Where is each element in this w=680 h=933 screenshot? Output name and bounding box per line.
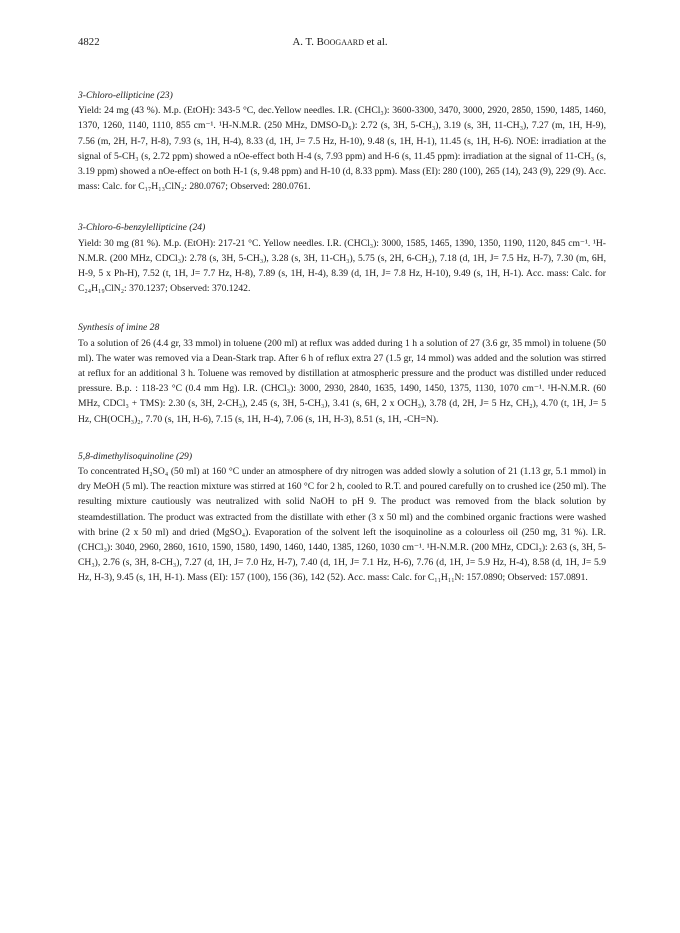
section-title: 3-Chloro-ellipticine (23) <box>78 90 173 101</box>
running-head-authors <box>78 36 602 48</box>
section-text: To a solution of 26 (4.4 gr, 33 mmol) in toluene (200 ml) at reflux was added during 1 h a solution of 27 (3.6 gr, 35 mmol) in toluene (50 ml). The water was removed via a Dean-Stark trap. After 6 h of reflux extra 27 (1.5 gr, 14 mmol) was added and the solution was stirred at reflux for an additional 3 h. Toluene was removed by distillation at atmospheric pressure and the product was distilled under reduced pressure. B.p. : 118-23 °C (0.4 mm Hg). I.R. (CHCl₃): 3000, 2930, 2840, 1635, 1490, 1450, 1375, 1130, 1070 cm⁻¹. ¹H-N.M.R. (60 MHz, CDCl₃ + TMS): 2.30 (s, 3H, 2-CH₃), 2.45 (s, 3H, 5-CH₃), 3.41 (s, 6H, 2 x OCH₃), 3.78 (d, 2H, J= 5 Hz, CH₂), 4.70 (t, 1H, J= 5 Hz, CH(OCH₃)₂, 7.70 (s, 1H, H-6), 7.15 (s, 1H, H-4), 7.06 (s, 1H, H-3), 8.51 (s, 1H, -CH=N). <box>78 337 606 425</box>
page-number: 4822 <box>78 36 100 48</box>
section-title: Synthesis of imine 28 <box>78 322 160 334</box>
section-chloro-ellipticine <box>78 88 606 194</box>
section-text: To concentrated H₂SO₄ (50 ml) at 160 °C under an atmosphere of dry nitrogen was added slowly a solution of 21 (1.13 gr, 5.1 mmol) in dry MeOH (5 ml). The reaction mixture was stirred at 160 °C for 2 h, cooled to R.T. and poured carefully on to crushed ice (250 ml). The resulting mixture cautiously was neutralized with solid NaOH to pH 9. The product was removed from the black solution by steamdestillation. The product was extracted from the distillate with ether (3 x 50 ml) and the combined organic fractions were washed with brine (2 x 50 ml) and dried (MgSO₄). Evaporation of the solvent left the isoquinoline as a colourless oil (250 mg, 31 %). I.R. (CHCl₃): 3040, 2960, 2860, 1610, 1590, 1580, 1490, 1460, 1440, 1385, 1260, 1030 cm⁻¹. ¹H-N.M.R. (200 MHz, CDCl₃): 2.63 (s, 3H, 5-CH₃), 2.76 (s, 3H, 8-CH₃), 7.27 (d, 1H, J= 7.0 Hz, H-7), 7.40 (d, 1H, J= 7.1 Hz, H-6), 7.76 (d, 1H, J= 5.9 Hz, H-4), 8.58 (d, 1H, J= 5.9 Hz, H-3), 9.45 (s, 1H, H-1). Mass (EI): 157 (100), 156 (36), 142 (52). Acc. mass: Calc. for C₁₁H₁₁N: 157.0890; Observed: 157.0891. <box>78 466 606 584</box>
authors-surname: Boogaard <box>316 36 364 48</box>
authors-prefix: A. T. <box>292 36 317 48</box>
page-header <box>78 36 602 52</box>
section-synthesis-imine <box>78 320 606 426</box>
section-text: Yield: 30 mg (81 %). M.p. (EtOH): 217-21 °C. Yellow needles. I.R. (CHCl₃): 3000, 1585, 1465, 1390, 1350, 1190, 1120, 845 cm⁻¹. ¹H-N.M.R. (200 MHz, CDCl₃): 2.78 (s, 3H, 5-CH₃), 3.28 (s, 3H, 11-CH₃), 5.75 (s, 2H, 6-CH₂), 7.18 (d, 1H, J= 7.5 Hz, H-7), 7.30 (m, 6H, H-9, 5 x Ph-H), 7.52 (t, 1H, J= 7.7 Hz, H-8), 7.89 (s, 1H, H-4), 8.39 (d, 1H, J= 7.8 Hz, H-10), 9.49 (s, 1H, H-1). Acc. mass: Calc. for C₂₄H₁₉ClN₂: 370.1237; Observed: 370.1242. <box>78 237 606 295</box>
section-text: Yield: 24 mg (43 %). M.p. (EtOH): 343-5 °C, dec.Yellow needles. I.R. (CHCl₃): 3600-3300, 3470, 3000, 2920, 2850, 1590, 1485, 1460, 1370, 1260, 1140, 1110, 855 cm⁻¹. ¹H-N.M.R. (250 MHz, DMSO-D₆): 2.72 (s, 3H, 5-CH₃), 3.19 (s, 3H, 11-CH₃), 7.27 (m, 1H, H-9), 7.56 (m, 2H, H-7, H-8), 7.93 (s, 1H, H-4), 8.33 (d, 1H, J= 7.5 Hz, H-10), 9.48 (s, 1H, H-1), 11.45 (s, 1H, H-6). NOE: irradiation at the signal of 5-CH₃ (s, 2.72 ppm) showed a nOe-effect both H-4 (s, 7.93 ppm) and H-6 (s, 11.45 ppm): irradiation at the signal of 11-CH₃ (s, 3.19 ppm) showed a nOe-effect on both H-1 (s, 9.48 ppm) and H-10 (d, 8.33 ppm). Mass (EI): 280 (100), 265 (14), 243 (9), 229 (9). Acc. mass: Calc. for C₁₇H₁₃ClN₂: 280.0767; Observed: 280.0761. <box>78 105 606 193</box>
section-chloro-benzylellipticine <box>78 220 606 296</box>
authors-suffix: et al. <box>363 36 388 48</box>
section-title: 3-Chloro-6-benzylellipticine (24) <box>78 222 206 234</box>
section-title: 5,8-dimethylisoquinoline (29) <box>78 450 193 462</box>
experimental-body <box>78 88 606 612</box>
section-dimethylisoquinoline <box>78 449 606 586</box>
